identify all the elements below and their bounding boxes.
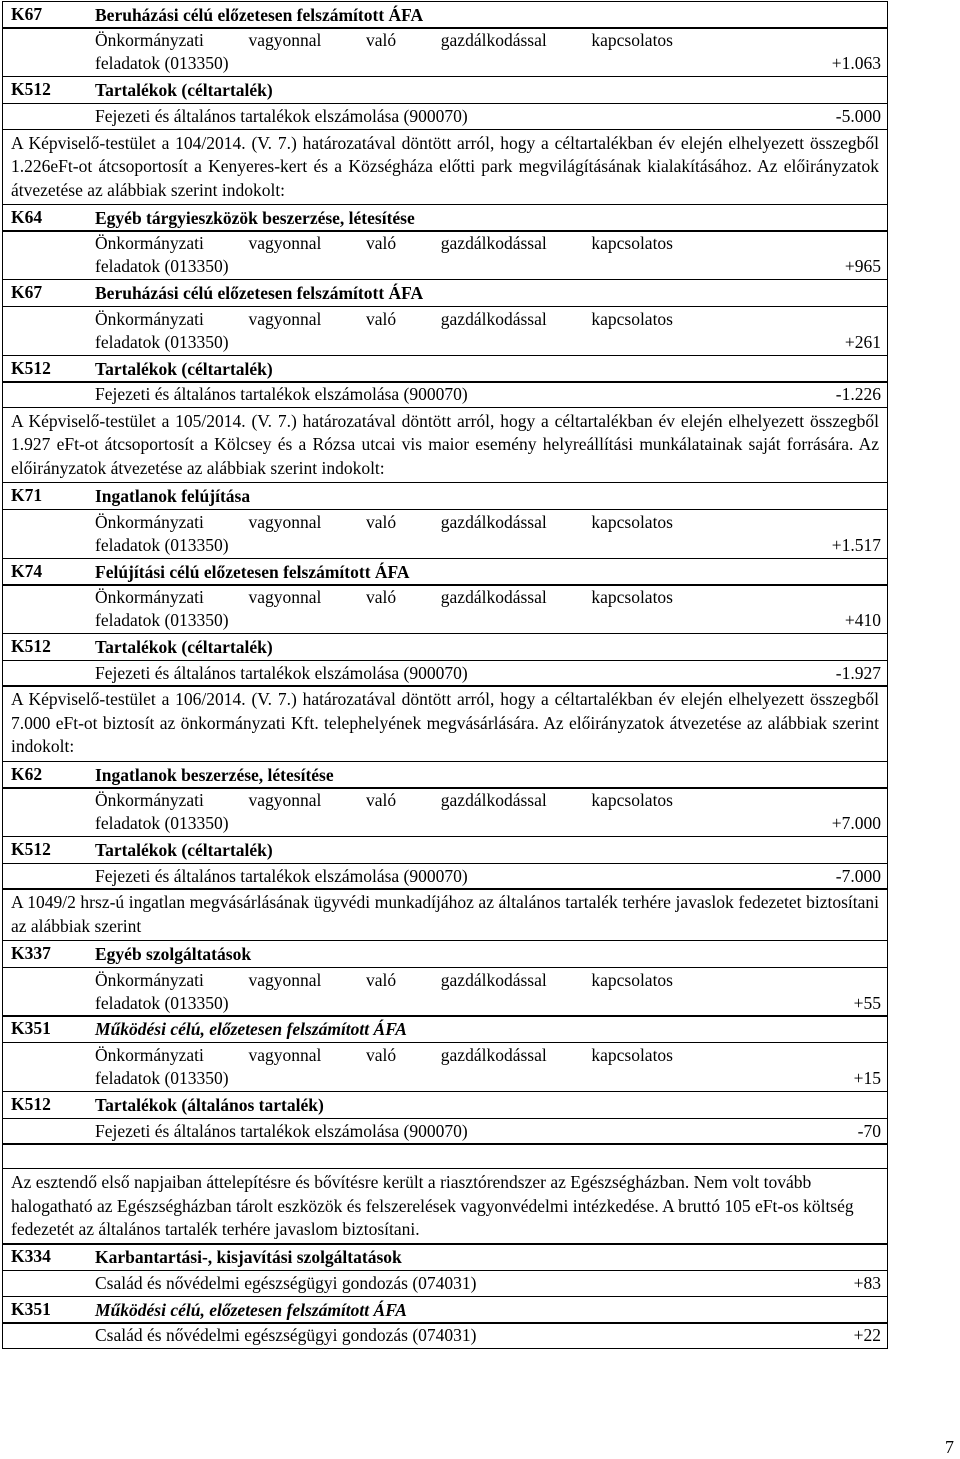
- amount-value: -7.000: [835, 865, 881, 886]
- amount-value: -5.000: [835, 105, 881, 126]
- account-code: K74: [11, 560, 43, 581]
- account-code: K512: [11, 357, 51, 378]
- function-code-line: feladatok (013350): [95, 610, 229, 631]
- amount-value: +1.063: [831, 53, 881, 74]
- explanation-paragraph: [2, 888, 888, 941]
- function-description: Önkormányzati vagyonnal való gazdálkodással kapcsolatos: [95, 233, 673, 254]
- account-title-row: [2, 558, 888, 586]
- function-code-line: feladatok (013350): [95, 1068, 229, 1089]
- function-description: Önkormányzati vagyonnal való gazdálkodással kapcsolatos: [95, 511, 673, 532]
- function-description: Önkormányzati vagyonnal való gazdálkodással kapcsolatos: [95, 790, 673, 811]
- account-title-row: [2, 836, 888, 864]
- function-code-line: Fejezeti és általános tartalékok elszámolása (900070): [95, 865, 468, 886]
- function-description: Önkormányzati vagyonnal való gazdálkodással kapcsolatos: [95, 30, 673, 51]
- explanation-paragraph: [2, 685, 888, 762]
- amount-value: +410: [844, 610, 881, 631]
- explanation-paragraph: [2, 1168, 888, 1245]
- account-detail-row: [2, 230, 888, 280]
- function-description: Önkormányzati vagyonnal való gazdálkodással kapcsolatos: [95, 587, 673, 608]
- account-title: Egyéb tárgyieszközök beszerzése, létesítése: [95, 207, 415, 228]
- account-title: Működési célú, előzetesen felszámított ÁFA: [95, 1019, 407, 1040]
- paragraph-text: A Képviselő-testület a 105/2014. (V. 7.) határozatával döntött arról, hogy a céltartalékban év elején elhelyezett összegből 1.927 eFt-ot átcsoportosít a Kölcsey és a Rózsa utcai vis maior esemény helyreállítási munkálatainak saját forrására. Az előirányzatok átvezetése az alábbiak szerint indokolt:: [11, 410, 879, 478]
- account-title: Tartalékok (céltartalék): [95, 636, 273, 657]
- account-detail-row: [2, 103, 888, 130]
- function-code-line: feladatok (013350): [95, 256, 229, 277]
- amount-value: -70: [857, 1120, 881, 1141]
- amount-value: +261: [844, 331, 881, 352]
- account-code: K512: [11, 79, 51, 100]
- account-title: Beruházási célú előzetesen felszámított ÁFA: [95, 283, 424, 304]
- account-detail-row: [2, 1042, 888, 1092]
- explanation-paragraph: [2, 129, 888, 206]
- account-title: Tartalékok (általános tartalék): [95, 1094, 324, 1115]
- page-number: 7: [945, 1437, 954, 1457]
- account-code: K62: [11, 763, 43, 784]
- account-title: Felújítási célú előzetesen felszámított ÁFA: [95, 561, 410, 582]
- account-code: K334: [11, 1246, 51, 1267]
- function-code-line: feladatok (013350): [95, 534, 229, 555]
- amount-value: +15: [853, 1068, 881, 1089]
- amount-value: +965: [844, 256, 881, 277]
- account-title-row: [2, 482, 888, 510]
- account-detail-row: [2, 863, 888, 890]
- function-description: Önkormányzati vagyonnal való gazdálkodással kapcsolatos: [95, 969, 673, 990]
- account-code: K71: [11, 485, 43, 506]
- account-code: K512: [11, 838, 51, 859]
- explanation-paragraph: [2, 407, 888, 484]
- account-title-row: [2, 1, 888, 29]
- account-title: Tartalékok (céltartalék): [95, 80, 273, 101]
- function-code-line: feladatok (013350): [95, 331, 229, 352]
- account-title: Tartalékok (céltartalék): [95, 839, 273, 860]
- account-title-row: [2, 1015, 888, 1043]
- account-title: Működési célú, előzetesen felszámított ÁFA: [95, 1299, 407, 1320]
- function-code-line: Fejezeti és általános tartalékok elszámolása (900070): [95, 384, 468, 405]
- function-code-line: Fejezeti és általános tartalékok elszámolása (900070): [95, 105, 468, 126]
- function-code-line: feladatok (013350): [95, 813, 229, 834]
- account-title-row: [2, 761, 888, 789]
- account-detail-row: [2, 27, 888, 77]
- function-code-line: Család és nővédelmi egészségügyi gondozás (074031): [95, 1325, 477, 1346]
- function-description: Önkormányzati vagyonnal való gazdálkodással kapcsolatos: [95, 1045, 673, 1066]
- account-detail-row: [2, 584, 888, 634]
- account-detail-row: [2, 967, 888, 1017]
- account-title-row: [2, 1243, 888, 1271]
- function-code-line: feladatok (013350): [95, 992, 229, 1013]
- account-title-row: [2, 76, 888, 104]
- function-code-line: feladatok (013350): [95, 53, 229, 74]
- account-code: K337: [11, 943, 51, 964]
- function-code-line: Család és nővédelmi egészségügyi gondozás (074031): [95, 1272, 477, 1293]
- paragraph-text: A 1049/2 hrsz-ú ingatlan megvásárlásának ügyvédi munkadíjához az általános tartalék terhére javaslok fedezetet biztosítani az alábbiak szerint: [11, 892, 879, 936]
- account-title: Karbantartási-, kisjavítási szolgáltatások: [95, 1247, 402, 1268]
- account-title-row: [2, 204, 888, 232]
- account-detail-row: [2, 660, 888, 687]
- amount-value: -1.226: [835, 384, 881, 405]
- paragraph-text: Az esztendő első napjaiban áttelepítésre és bővítésre került a riasztórendszer az Egészségházban. Nem volt tovább halogatható az Egészségházban tárolt eszközök és felszerelések vagyonvédelmi intézkedése. A bruttó 105 eFt-os költség fedezetét az általános tartalék terhére javaslom biztosítani.: [11, 1172, 854, 1239]
- account-title: Ingatlanok beszerzése, létesítése: [95, 764, 334, 785]
- account-detail-row: [2, 1118, 888, 1145]
- account-code: K512: [11, 1093, 51, 1114]
- account-code: K512: [11, 635, 51, 656]
- account-code: K351: [11, 1018, 51, 1039]
- account-title-row: [2, 940, 888, 968]
- amount-value: -1.927: [835, 662, 881, 683]
- account-detail-row: [2, 509, 888, 559]
- account-detail-row: [2, 1270, 888, 1297]
- function-code-line: Fejezeti és általános tartalékok elszámolása (900070): [95, 1120, 468, 1141]
- function-description: Önkormányzati vagyonnal való gazdálkodással kapcsolatos: [95, 308, 673, 329]
- amount-value: +83: [853, 1272, 881, 1293]
- account-title-row: [2, 279, 888, 307]
- account-code: K67: [11, 3, 43, 24]
- account-title-row: [2, 633, 888, 661]
- account-detail-row: [2, 381, 888, 408]
- amount-value: +1.517: [831, 534, 881, 555]
- spacer-row: [2, 1143, 888, 1169]
- amount-value: +7.000: [831, 813, 881, 834]
- amount-value: +55: [853, 992, 881, 1013]
- function-code-line: Fejezeti és általános tartalékok elszámolása (900070): [95, 662, 468, 683]
- account-title-row: [2, 1296, 888, 1324]
- account-detail-row: [2, 1322, 888, 1349]
- account-code: K64: [11, 206, 43, 227]
- account-title: Egyéb szolgáltatások: [95, 944, 252, 965]
- account-title-row: [2, 1091, 888, 1119]
- account-code: K351: [11, 1298, 51, 1319]
- paragraph-text: A Képviselő-testület a 106/2014. (V. 7.) határozatával döntött arról, hogy a céltartalékban év elején elhelyezett összegből 7.000 eFt-ot biztosít az önkormányzati Kft. telephelyének megvásárlására. Az előirányzatok átvezetése az alábbiak szerint indokolt:: [11, 689, 879, 757]
- budget-document: [2, 2, 888, 1349]
- account-detail-row: [2, 787, 888, 837]
- account-detail-row: [2, 306, 888, 356]
- account-code: K67: [11, 282, 43, 303]
- paragraph-text: A Képviselő-testület a 104/2014. (V. 7.) határozatával döntött arról, hogy a céltartalékban év elején elhelyezett összegből 1.226eFt-ot átcsoportosít a Kenyeres-kert és a Községháza előtti park megvilágításának kialakításához. Az előirányzatok átvezetése az alábbiak szerint indokolt:: [11, 132, 879, 200]
- account-title: Beruházási célú előzetesen felszámított ÁFA: [95, 4, 424, 25]
- amount-value: +22: [853, 1325, 881, 1346]
- account-title-row: [2, 355, 888, 383]
- account-title: Tartalékok (céltartalék): [95, 358, 273, 379]
- account-title: Ingatlanok felújítása: [95, 486, 251, 507]
